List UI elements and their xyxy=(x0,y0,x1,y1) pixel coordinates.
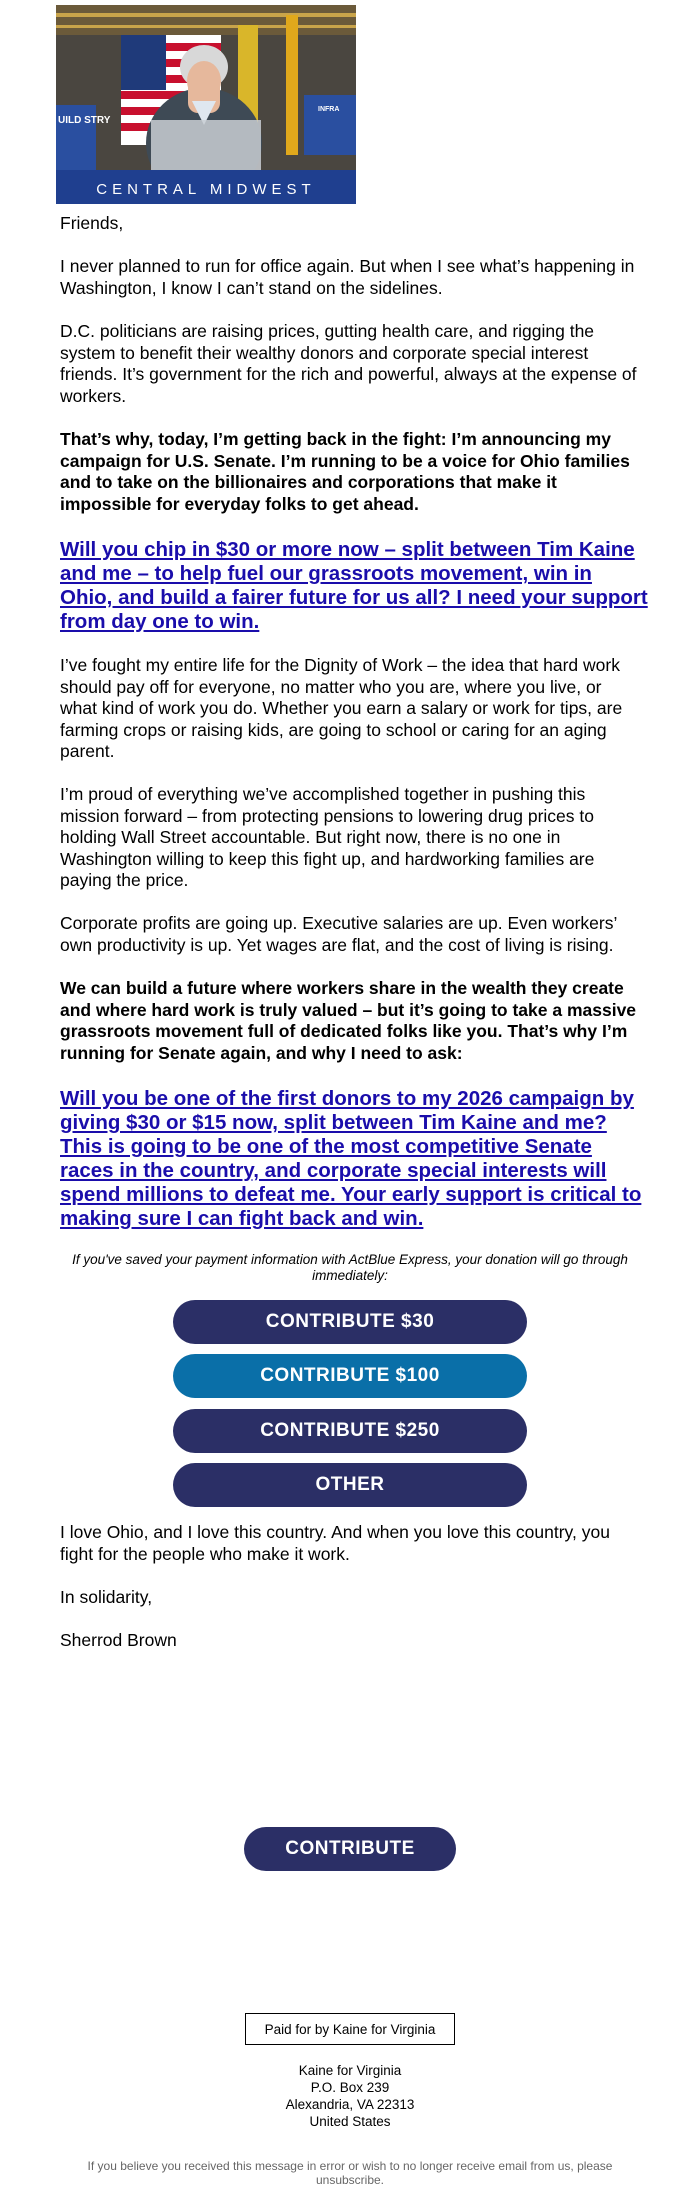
paragraph-accomplishments: I’m proud of everything we’ve accomplished together in pushing this mission forward – from protecting pensions to lowering drug prices to holding Wall Street accountable. But right now, there is no one in Washington willing to keep this fight up, and hardworking families are paying the price. xyxy=(60,784,595,890)
donate-ask-link-1[interactable]: Will you chip in $30 or more now – split between Tim Kaine and me – to help fuel our grassroots movement, win in Ohio, and build a fairer future for us all? I need your support from day one to win. xyxy=(60,538,648,633)
paragraph-future: We can build a future where workers share in the wealth they create and where hard work is truly valued – but it’s going to take a massive grassroots movement full of dedicated folks like you. That’s why I’m running for Senate again, and why I need to ask: xyxy=(60,978,637,1063)
contribute-button[interactable]: CONTRIBUTE xyxy=(244,1827,456,1871)
paid-for-disclaimer: Paid for by Kaine for Virginia xyxy=(245,2013,455,2045)
paragraph-love-ohio: I love Ohio, and I love this country. And when you love this country, you fight for the people who make it work. xyxy=(60,1522,610,1564)
greeting: Friends, xyxy=(60,213,124,233)
contribute-250-button[interactable]: CONTRIBUTE $250 xyxy=(173,1409,527,1453)
hero-photo xyxy=(56,5,356,204)
contribute-100-button[interactable]: CONTRIBUTE $100 xyxy=(173,1354,527,1398)
right-banner-text: INFRA xyxy=(318,106,340,113)
contribute-30-button[interactable]: CONTRIBUTE $30 xyxy=(173,1300,527,1344)
paragraph-intro: I never planned to run for office again. But when I see what’s happening in Washington, I know I can’t stand on the sidelines. xyxy=(60,256,635,298)
closing: In solidarity, xyxy=(60,1587,153,1607)
paragraph-dignity-of-work: I’ve fought my entire life for the Dignity of Work – the idea that hard work should pay off for everyone, no matter who you are, where you live, or what kind of work you do. Whether you earn a salary or work for tips, are farming crops or raising kids, are going to school or caring for an aging parent. xyxy=(60,655,623,761)
address-line-3: Alexandria, VA 22313 xyxy=(285,2097,415,2112)
donate-ask-link-2[interactable]: Will you be one of the first donors to my 2026 campaign by giving $30 or $15 now, split between Tim Kaine and me? This is going to be one of the most competitive Senate races in the country, and corporate special interests will spend millions to defeat me. Your early support is critical to making sure I can fight back and win. xyxy=(60,1087,642,1230)
actblue-express-note: If you've saved your payment information with ActBlue Express, your donation will go through immediately: xyxy=(72,1252,628,1283)
signature-name: Sherrod Brown xyxy=(60,1630,177,1650)
unsubscribe-footer[interactable]: If you believe you received this message in error or wish to no longer receive email from us, please unsubscribe. xyxy=(87,2159,613,2187)
contribute-other-button[interactable]: OTHER xyxy=(173,1463,527,1507)
address-line-4: United States xyxy=(309,2114,391,2129)
address-line-2: P.O. Box 239 xyxy=(310,2080,390,2095)
podium-sign-text: CENTRAL MIDWEST xyxy=(96,181,316,198)
paragraph-corporate-profits: Corporate profits are going up. Executive salaries are up. Even workers’ own productivity is up. Yet wages are flat, and the cost of living is rising. xyxy=(60,913,617,955)
paragraph-announcement: That’s why, today, I’m getting back in the fight: I’m announcing my campaign for U.S. Senate. I’m running to be a voice for Ohio families and to take on the billionaires and corporations that make it impossible for everyday folks to get ahead. xyxy=(60,429,630,514)
address-line-1: Kaine for Virginia xyxy=(298,2063,402,2078)
paragraph-politicians: D.C. politicians are raising prices, gutting health care, and rigging the system to benefit their wealthy donors and corporate special interest friends. It’s government for the rich and powerful, always at the expense of workers. xyxy=(60,321,637,406)
left-banner-text: UILD STRY xyxy=(58,115,111,126)
